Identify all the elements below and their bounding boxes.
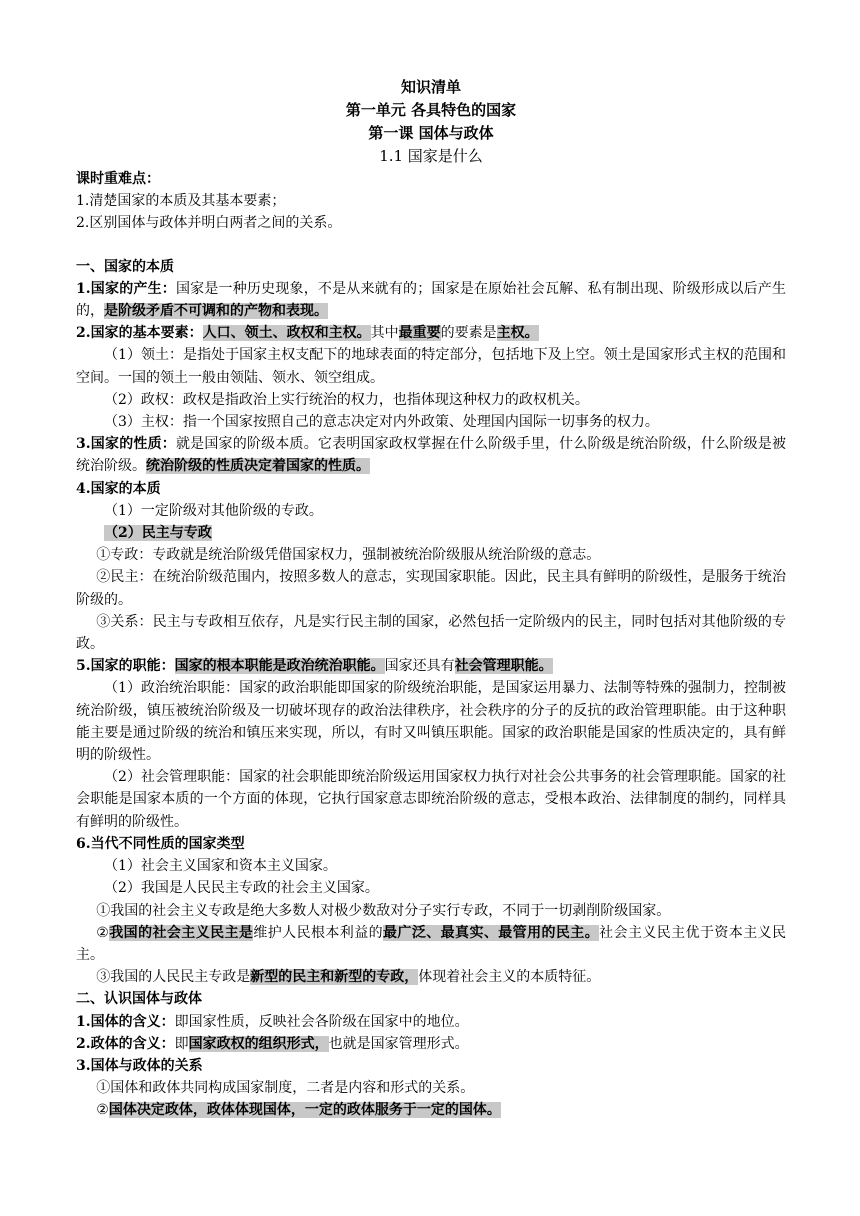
- state-elements-bold-1: 最重要: [398, 325, 441, 342]
- spacer: [76, 235, 786, 256]
- state-nature-highlight: 统治阶级的性质决定着国家的性质。: [146, 458, 370, 475]
- state-functions-paragraph: [76, 655, 786, 677]
- part1-heading: 一、国家的本质: [76, 258, 174, 275]
- types-item-3-text-2: 体现着社会主义的本质特征。: [418, 969, 601, 986]
- state-elements-text-2: 的要素是: [440, 325, 497, 342]
- state-elements-text-1: 其中: [370, 325, 399, 342]
- essence-point-2-paragraph: [76, 522, 786, 544]
- political-function-paragraph: （1）政治统治职能：国家的政治职能即国家的阶级统治职能，是国家运用暴力、法制等特殊的强制力，控制被统治阶级，镇压被统治阶级及一切破坏现存的政治法律秩序，社会秩序的分子的反抗的政治管理职能。由于这种职能主要是通过阶级的统治和镇压来实现，所以，有时又叫镇压职能。国家的政治职能是国家的性质决定的，具有鲜明的阶级性。: [76, 680, 786, 764]
- state-form-text: 即国家性质，反映社会各阶级在国家中的地位。: [174, 1013, 469, 1030]
- state-functions-label: 5.国家的职能：: [76, 658, 175, 675]
- keypoints-heading: 课时重难点：: [76, 171, 160, 187]
- essence-point-1: （1）一定阶级对其他阶级的专政。: [104, 502, 323, 519]
- part2-heading: 二、认识国体与政体: [76, 991, 202, 1008]
- essence-point-2: （2）民主与专政: [104, 525, 212, 542]
- types-item-3: [76, 966, 786, 988]
- document-page: [76, 76, 786, 1122]
- state-essence-heading: 4.国家的本质: [76, 480, 161, 497]
- unit-title: 第一单元 各具特色的国家: [345, 101, 517, 119]
- types-item-3-highlight: 新型的民主和新型的专政，: [250, 969, 419, 986]
- section-title: 1.1 国家是什么: [379, 147, 483, 165]
- types-item-2-highlight-1: 我国的社会主义民主是: [109, 924, 254, 941]
- state-functions-highlight-2: 社会管理职能。: [454, 658, 553, 675]
- regime-paragraph: （2）政权：政权是指政治上实行统治的权力，也指体现这种权力的政权机关。: [104, 391, 589, 408]
- lesson-title: 第一课 国体与政体: [368, 124, 494, 142]
- types-item-1: ①我国的社会主义专政是绝大多数人对极少数敌对分子实行专政，不同于一切剥削阶级国家。: [96, 902, 671, 919]
- types-item-2-text-1: 维护人民根本利益的: [253, 924, 384, 941]
- types-item-2-highlight-2: 最广泛、最真实、最管用的民主。: [383, 924, 600, 941]
- relation-paragraph: ③关系：民主与专政相互依存，凡是实行民主制的国家，必然包括一定阶级内的民主，同时包括对其他阶级的专政。: [76, 613, 786, 653]
- state-functions-text-1: 国家还具有: [384, 658, 455, 675]
- gov-form-highlight: 国家政权的组织形式，: [188, 1035, 329, 1052]
- types-point-1: （1）社会主义国家和资本主义国家。: [104, 858, 337, 875]
- state-form-paragraph: [76, 1011, 786, 1033]
- state-form-label: 1.国体的含义：: [76, 1013, 175, 1030]
- types-item-2-marker: ②: [96, 924, 110, 941]
- state-nature-paragraph: [76, 433, 786, 477]
- gov-form-text-1: 即: [174, 1035, 189, 1052]
- types-point-2: （2）我国是人民民主专政的社会主义国家。: [104, 880, 379, 897]
- territory-paragraph: （1）领土：是指处于国家主权支配下的地球表面的特定部分，包括地下及上空。领土是国家形式主权的范围和空间。一国的领土一般由领陆、领水、领空组成。: [76, 347, 786, 386]
- state-elements-highlight-1: 人口、领土、政权和主权。: [202, 325, 371, 342]
- form-relation-item-2: [76, 1099, 786, 1121]
- form-relation-item-1: ①国体和政体共同构成国家制度，二者是内容和形式的关系。: [96, 1080, 475, 1097]
- state-origin-text: 国家是一种历史现象，不是从来就有的；国家是在原始社会瓦解、私有制出现、阶级形成以后产生的，: [76, 280, 787, 320]
- gov-form-text-2: 也就是国家管理形式。: [328, 1035, 469, 1052]
- social-function-paragraph: （2）社会管理职能：国家的社会职能即统治阶级运用国家权力执行对社会公共事务的社会管理职能。国家的社会职能是国家本质的一个方面的体现，它执行国家意志即统治阶级的意志，受根本政治、法律制度的制约，同样具有鲜明的阶级性。: [76, 769, 786, 830]
- form-relation-heading: 3.国体与政体的关系: [76, 1057, 203, 1074]
- sovereignty-paragraph: （3）主权：指一个国家按照自己的意志决定对内外政策、处理国内国际一切事务的权力。: [104, 414, 659, 431]
- gov-form-label: 2.政体的含义：: [76, 1035, 175, 1052]
- state-elements-paragraph: [76, 322, 786, 344]
- democracy-paragraph: ②民主：在统治阶级范围内，按照多数人的意志，实现国家职能。因此，民主具有鲜明的阶级性，是服务于统治阶级的。: [76, 569, 786, 608]
- types-item-2-text-2: 社会主义民主优于资本主义民主。: [76, 924, 787, 963]
- dictatorship-paragraph: ①专政：专政就是统治阶级凭借国家权力，强制被统治阶级服从统治阶级的意志。: [96, 547, 601, 564]
- state-nature-text: 就是国家的阶级本质。它表明国家政权掌握在什么阶级手里，什么阶级是统治阶级，什么阶级是被统治阶级。: [76, 436, 787, 475]
- keypoint-item-1: 1.清楚国家的本质及其基本要素；: [76, 193, 286, 210]
- state-elements-highlight-2: 主权。: [496, 325, 539, 342]
- state-origin-highlight: 是阶级矛盾不可调和的产物和表现。: [104, 303, 328, 320]
- doc-title: 知识清单: [400, 78, 461, 96]
- state-types-heading: 6.当代不同性质的国家类型: [76, 835, 245, 852]
- keypoint-item-2: 2.区别国体与政体并明白两者之间的关系。: [76, 215, 342, 232]
- form-relation-item-2-highlight: 国体决定政体，政体体现国体，一定的政体服务于一定的国体。: [108, 1102, 501, 1119]
- types-item-3-text-1: ③我国的人民民主专政是: [96, 969, 251, 986]
- state-elements-label: 2.国家的基本要素：: [76, 325, 203, 342]
- state-origin-label: 1.国家的产生：: [76, 280, 176, 297]
- gov-form-paragraph: [76, 1033, 786, 1055]
- state-origin-paragraph: [76, 278, 786, 322]
- state-functions-highlight-1: 国家的根本职能是政治统治职能。: [174, 658, 385, 675]
- form-relation-item-2-marker: ②: [96, 1102, 109, 1119]
- state-nature-label: 3.国家的性质：: [76, 436, 176, 453]
- types-item-2: [76, 922, 786, 966]
